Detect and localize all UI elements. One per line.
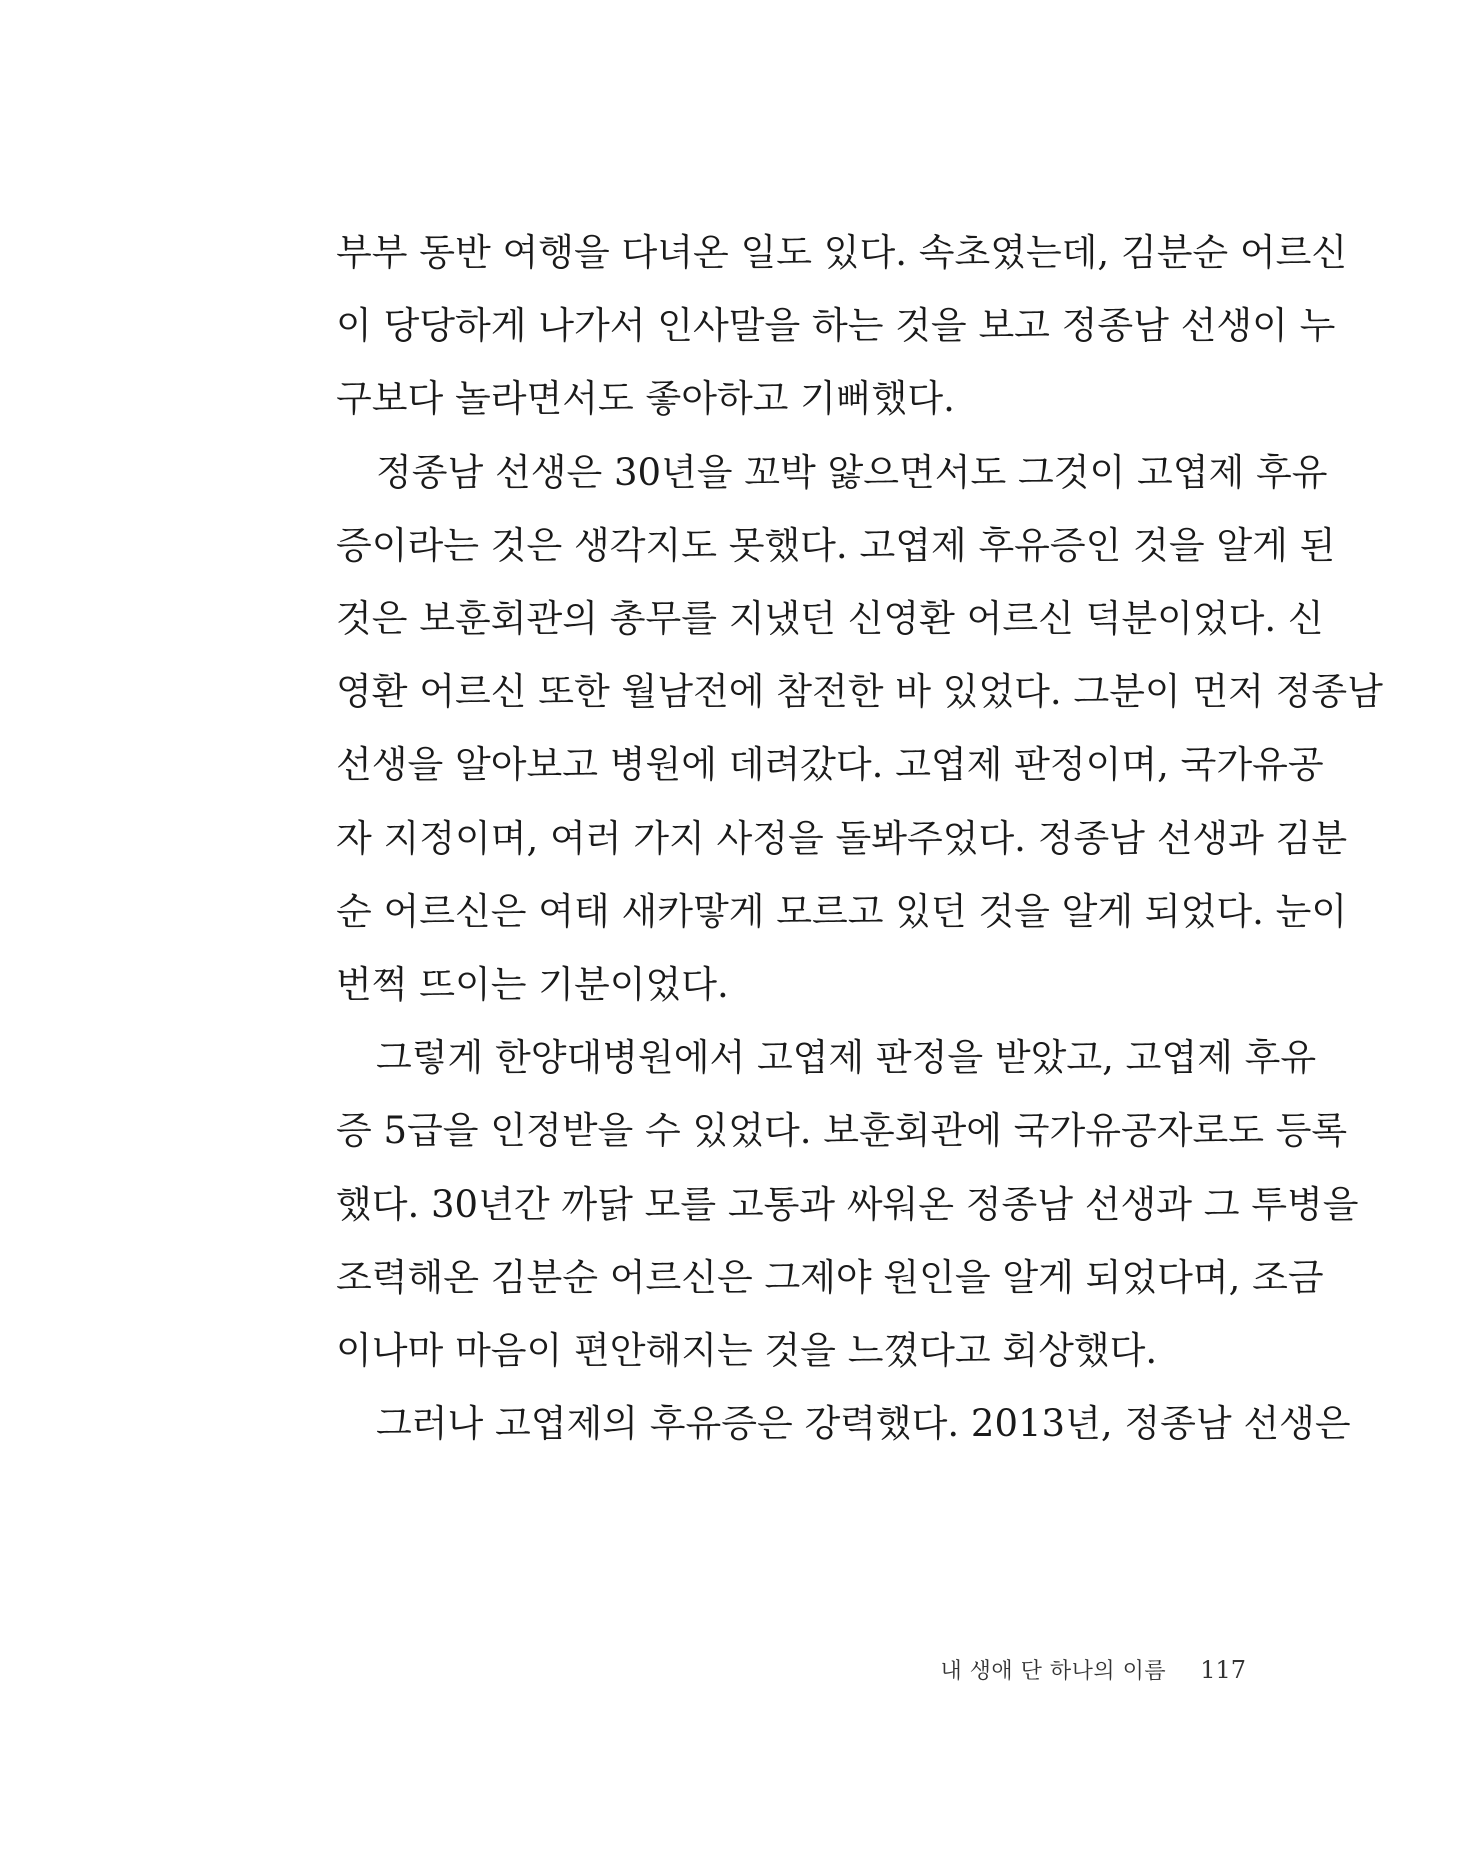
paragraph-1 xyxy=(336,216,1348,436)
text-line: 증 5급을 인정받을 수 있었다. 보훈회관에 국가유공자로도 등록 xyxy=(336,1109,1348,1153)
text-line: 영환 어르신 또한 월남전에 참전한 바 있었다. 그분이 먼저 정종남 xyxy=(336,670,1383,714)
text-line: 조력해온 김분순 어르신은 그제야 원인을 알게 되었다며, 조금 xyxy=(336,1255,1324,1299)
text-line: 순 어르신은 여태 새카맣게 모르고 있던 것을 알게 되었다. 눈이 xyxy=(336,889,1348,933)
text-line: 번쩍 뜨이는 기분이었다. xyxy=(336,963,729,1007)
paragraph-2 xyxy=(336,436,1383,1022)
text-line: 증이라는 것은 생각지도 못했다. 고엽제 후유증인 것을 알게 된 xyxy=(336,523,1336,567)
paragraph-3 xyxy=(336,1021,1359,1387)
text-line: 구보다 놀라면서도 좋아하고 기뻐했다. xyxy=(336,377,955,421)
text-line: 것은 보훈회관의 총무를 지냈던 신영환 어르신 덕분이었다. 신 xyxy=(336,597,1324,641)
paragraph-4 xyxy=(336,1387,1351,1460)
text-line: 부부 동반 여행을 다녀온 일도 있다. 속초였는데, 김분순 어르신 xyxy=(336,231,1348,274)
text-line: 자 지정이며, 여러 가지 사정을 돌봐주었다. 정종남 선생과 김분 xyxy=(336,816,1348,860)
text-line: 했다. 30년간 까닭 모를 고통과 싸워온 정종남 선생과 그 투병을 xyxy=(336,1182,1359,1226)
running-title: 내 생애 단 하나의 이름 xyxy=(940,1659,1167,1684)
text-line: 그렇게 한양대병원에서 고엽제 판정을 받았고, 고엽제 후유 xyxy=(376,1036,1317,1080)
text-line: 정종남 선생은 30년을 꼬박 앓으면서도 그것이 고엽제 후유 xyxy=(376,450,1328,494)
body-text xyxy=(336,216,1383,1460)
text-line: 그러나 고엽제의 후유증은 강력했다. 2013년, 정종남 선생은 xyxy=(376,1402,1351,1446)
page-footer xyxy=(940,1654,1246,1685)
text-line: 선생을 알아보고 병원에 데려갔다. 고엽제 판정이며, 국가유공 xyxy=(336,743,1324,787)
page-number: 117 xyxy=(1200,1656,1246,1684)
text-line: 이 당당하게 나가서 인사말을 하는 것을 보고 정종남 선생이 누 xyxy=(336,304,1336,348)
text-line: 이나마 마음이 편안해지는 것을 느꼈다고 회상했다. xyxy=(336,1329,1158,1373)
